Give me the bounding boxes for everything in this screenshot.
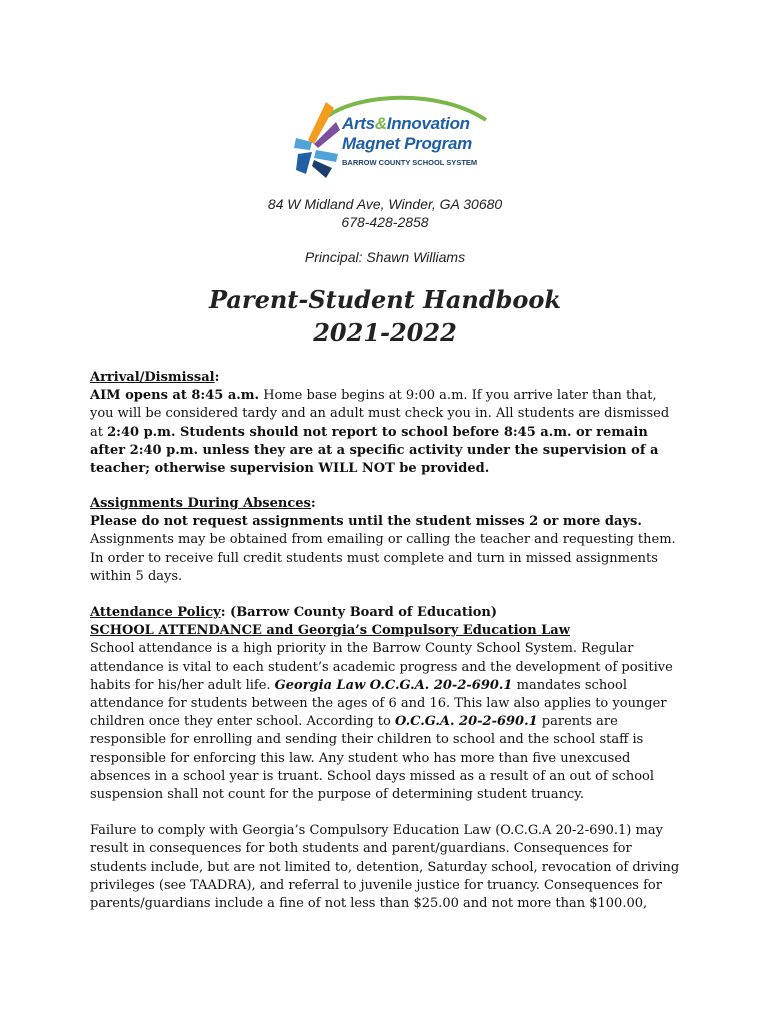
principal-name: Principal: Shawn Williams [304,249,466,265]
logo-text-line1: Arts&Innovation [342,114,470,133]
school-address: 84 W Midland Ave, Winder, GA 30680 [267,196,503,212]
arrival-section [90,369,680,478]
handbook-year: 2021-2022 [313,318,457,347]
arrival-paragraph: AIM opens at 8:45 a.m. Home base begins at 9:00 a.m. If you arrive later than that, you will be considered tardy and an adult must check you in. All students are dismissed at 2:40 p.m. Students should not report to school before 8:45 a.m. or remain after 2:40 p.m. unless they are at a specific activity under the supervision of a teacher; otherwise supervision WILL NOT be provided. [90,388,670,477]
handbook-title: Parent-Student Handbook [208,285,562,314]
logo-text-line3: BARROW COUNTY SCHOOL SYSTEM [342,158,478,167]
attendance-subheading: SCHOOL ATTENDANCE and Georgia’s Compulsory Education Law [90,623,570,639]
school-logo [288,92,488,190]
attendance-paragraph-1: School attendance is a high priority in the Barrow County School System. Regular attendance is vital to each student’s academic progress and the development of positive habits for his/her adult life. Georgia Law O.C.G.A. 20-2-690.1 mandates school attendance for students between the ages of 6 and 16. This law also applies to younger children once they enter school. According to O.C.G.A. 20-2-690.1 parents are responsible for enrolling and sending their children to school and the school staff is responsible for enforcing this law. Any student who has more than five unexcused absences in a school year is truant. School days missed as a result of an out of school suspension shall not count for the purpose of determining student truancy. [90,641,673,803]
attendance-section [90,604,680,913]
attendance-paragraph-2: Failure to comply with Georgia’s Compulsory Education Law (O.C.G.A 20-2-690.1) may result in consequences for both students and parent/guardians. Consequences for students include, but are not limited to, detention, Saturday school, revocation of driving privileges (see TAADRA), and referral to juvenile justice for truancy. Consequences for parents/guardians include a fine of not less than $25.00 and not more than $100.00, [90,823,680,912]
arrival-heading: Arrival/Dismissal: [90,370,220,385]
logo-text-line2: Magnet Program [342,134,472,153]
assignments-paragraph: Please do not request assignments until the student misses 2 or more days. Assignments may be obtained from emailing or calling the teacher and requesting them. In order to receive full credit students must complete and turn in missed assignments within 5 days. [90,514,676,584]
assignments-heading: Assignments During Absences: [90,496,316,511]
attendance-heading: Attendance Policy: (Barrow County Board of Education) [90,605,498,620]
assignments-section [90,495,680,586]
school-phone: 678-428-2858 [341,214,429,230]
